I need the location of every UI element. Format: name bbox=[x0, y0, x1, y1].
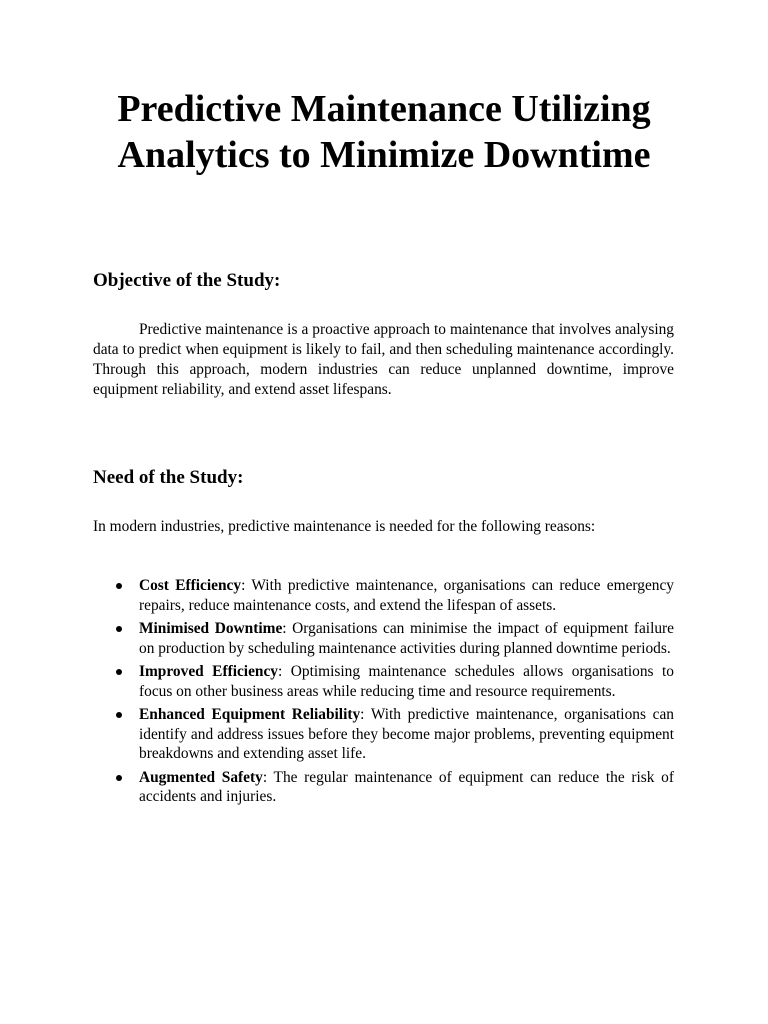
bullet-text: : With predictive maintenance, organisations can reduce emergency repairs, reduce maintenance costs, and extend the lifespan of assets. bbox=[139, 577, 674, 614]
bullet-text: : Optimising maintenance schedules allows organisations to focus on other business areas while reducing time and resource requirements. bbox=[139, 663, 674, 700]
bullet-icon bbox=[116, 583, 122, 589]
bullet-term: Improved Efficiency bbox=[139, 663, 279, 680]
bullet-icon bbox=[116, 626, 122, 632]
bullet-text: : The regular maintenance of equipment can reduce the risk of accidents and injuries. bbox=[139, 768, 675, 805]
bullet-term: Enhanced Equipment Reliability bbox=[139, 706, 361, 723]
objective-paragraph: Predictive maintenance is a proactive approach to maintenance that involves analysing data to predict when equipment is likely to fail, and then scheduling maintenance accordingly. Through this approach, modern industries can reduce unplanned downtime, improve equipment reliability, and extend asset lifespans. bbox=[93, 321, 674, 398]
reasons-list bbox=[93, 576, 674, 811]
need-heading: Need of the Study: bbox=[93, 467, 244, 488]
bullet-icon bbox=[116, 712, 122, 718]
list-item-improved-efficiency bbox=[93, 662, 674, 701]
bullet-term: Minimised Downtime bbox=[139, 620, 283, 637]
bullet-text: : Organisations can minimise the impact of equipment failure on production by scheduling maintenance activities during planned downtime periods. bbox=[139, 620, 675, 657]
bullet-term: Augmented Safety bbox=[139, 768, 263, 786]
bullet-text: : With predictive maintenance, organisations can identify and address issues before they become major problems, preventing equipment breakdowns and extending asset life. bbox=[139, 706, 674, 762]
bullet-icon bbox=[116, 775, 122, 781]
bullet-term: Cost Efficiency bbox=[139, 577, 242, 594]
document-title: Predictive Maintenance Utilizing Analytics to Minimize Downtime bbox=[117, 88, 651, 176]
need-intro-paragraph: In modern industries, predictive maintenance is needed for the following reasons: bbox=[93, 518, 596, 535]
list-item-cost-efficiency bbox=[93, 576, 674, 615]
objective-heading: Objective of the Study: bbox=[93, 270, 281, 291]
list-item-minimised-downtime bbox=[93, 619, 674, 658]
list-item-augmented-safety bbox=[93, 768, 674, 807]
list-item-enhanced-reliability bbox=[93, 705, 674, 764]
bullet-icon bbox=[116, 669, 122, 675]
